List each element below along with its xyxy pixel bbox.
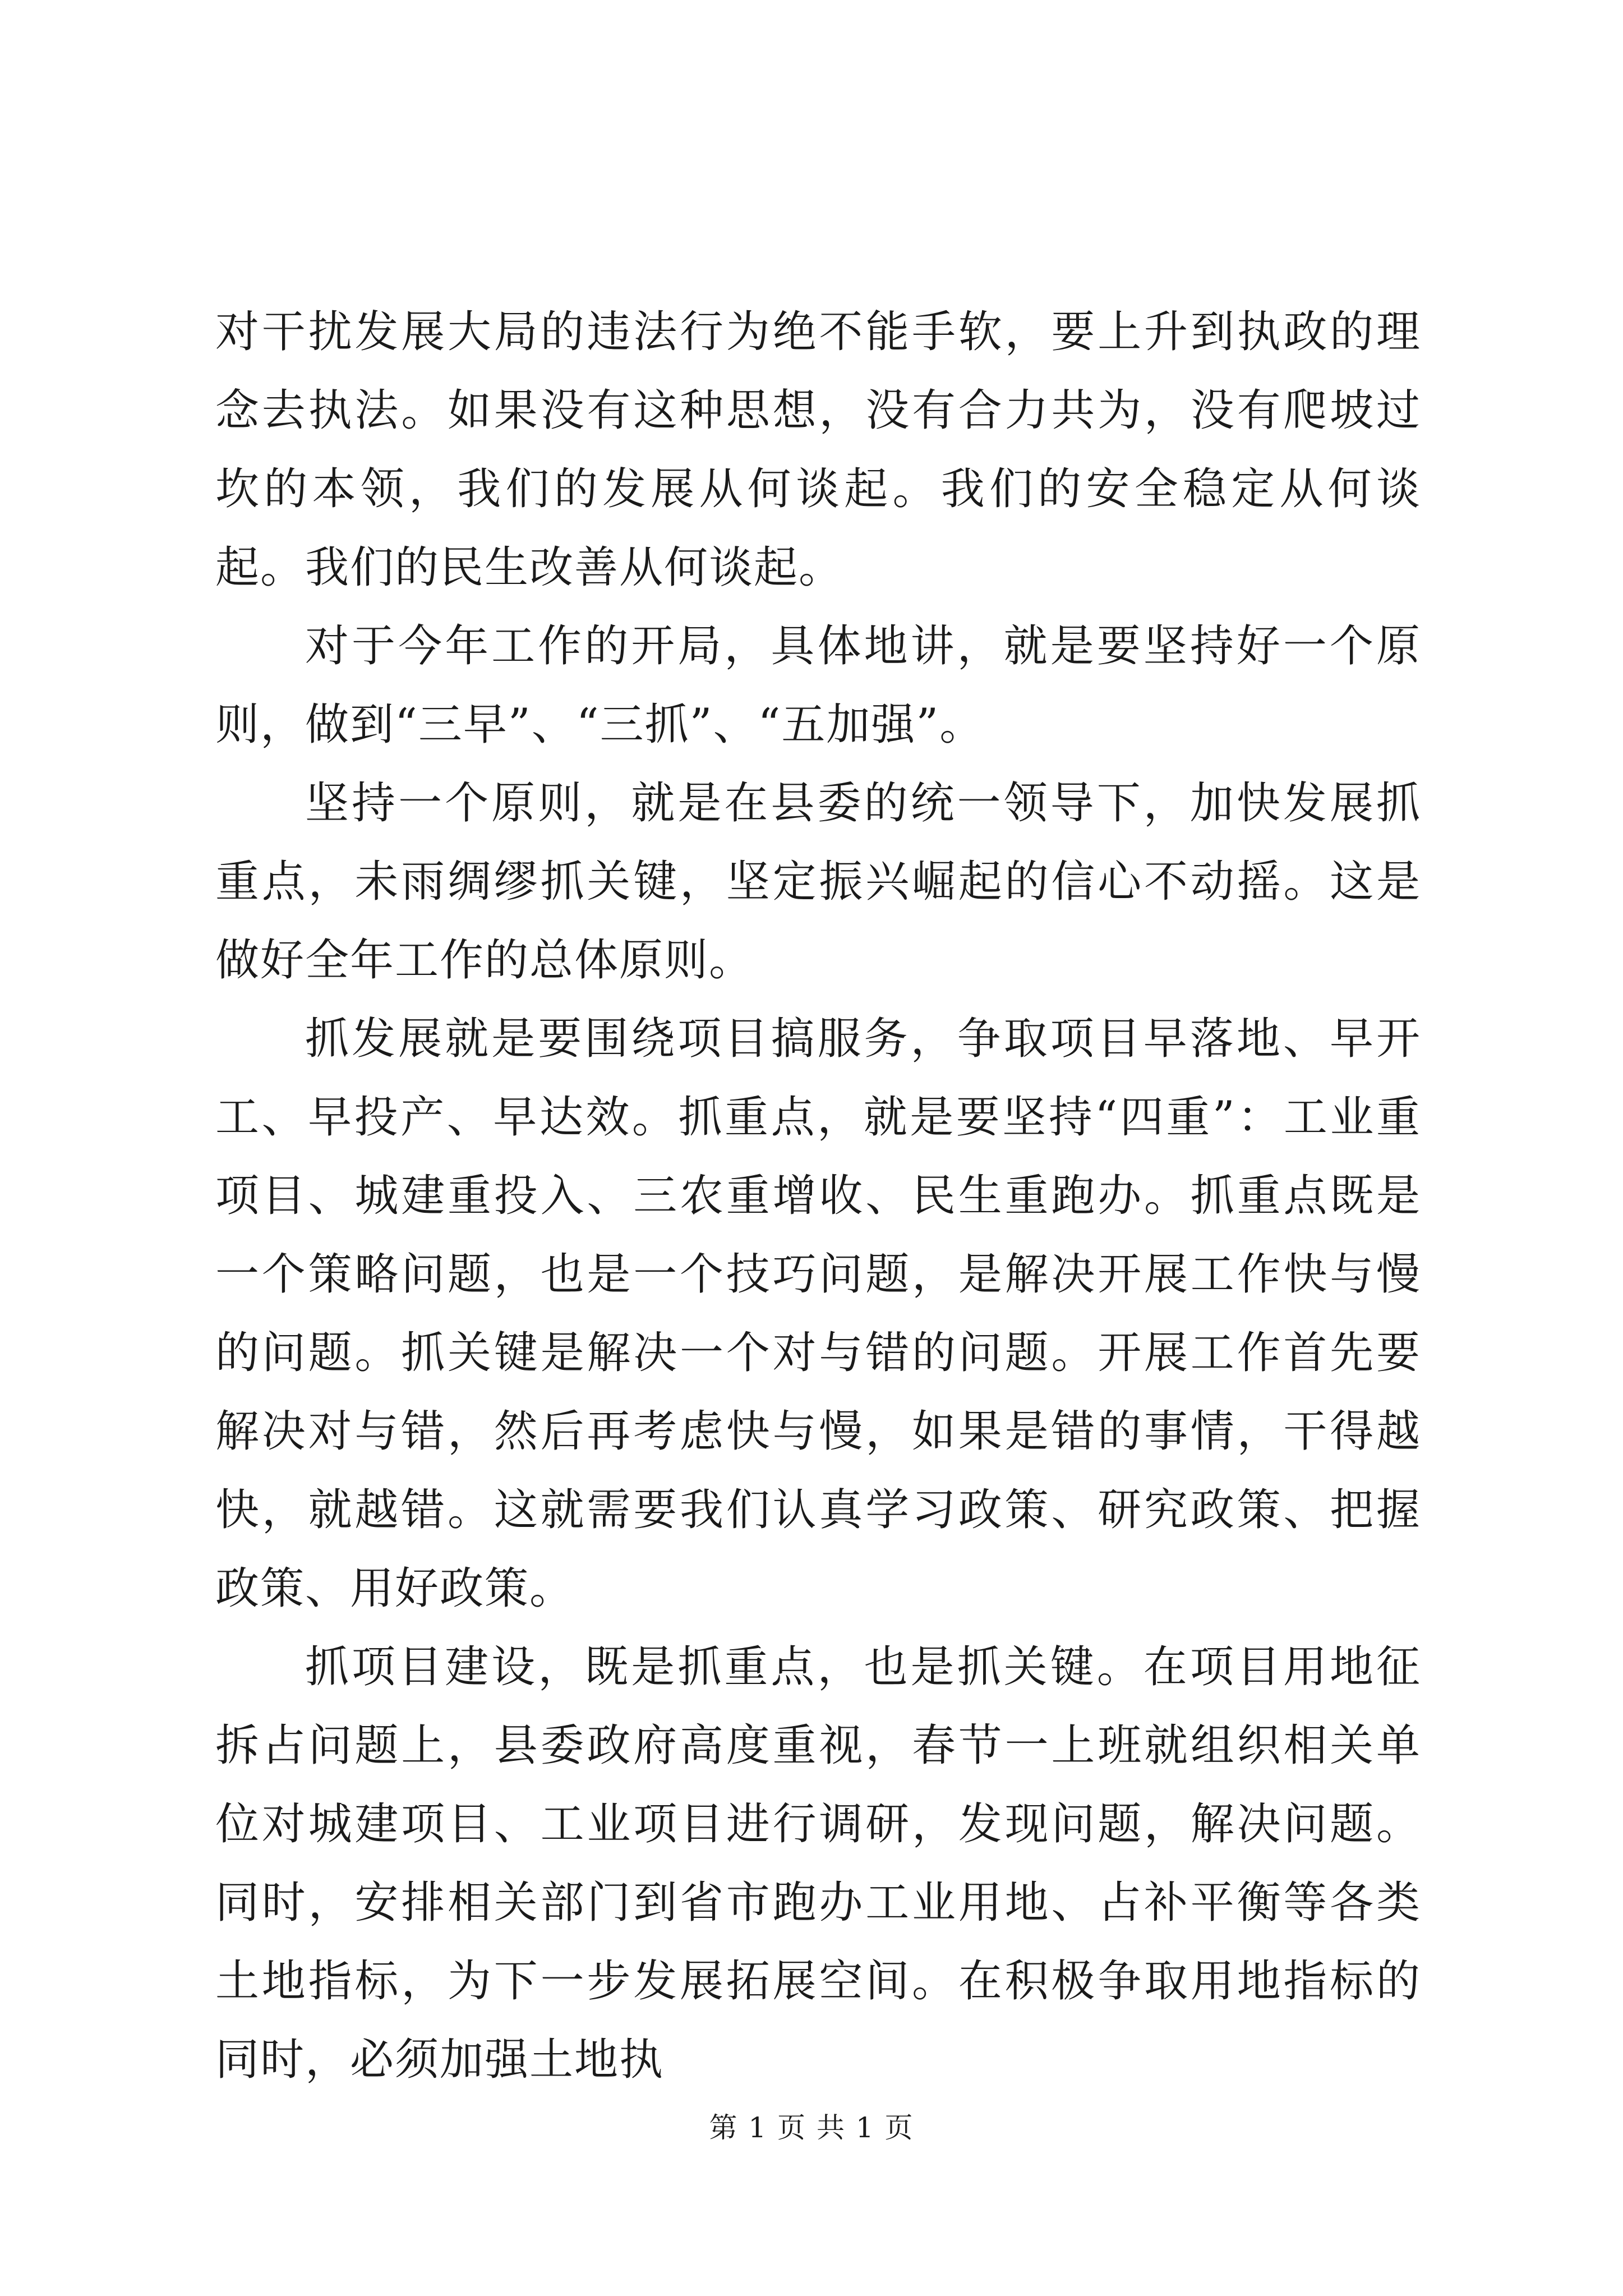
paragraph-1: 对干扰发展大局的违法行为绝不能手软，要上升到执政的理念去执法。如果没有这种思想，没有合力共为，没有爬坡过坎的本领，我们的发展从何谈起。我们的安全稳定从何谈起。我们的民生改善从何谈起。	[215, 307, 1421, 593]
document-body	[215, 293, 1421, 2099]
paragraph-2: 对于今年工作的开局，具体地讲，就是要坚持好一个原则，做到“三早”、“三抓”、“五加强”。	[215, 621, 1421, 750]
paragraph-3: 坚持一个原则，就是在县委的统一领导下，加快发展抓重点，未雨绸缪抓关键，坚定振兴崛起的信心不动摇。这是做好全年工作的总体原则。	[215, 778, 1421, 986]
page-footer: 第 1 页 共 1 页	[709, 2111, 914, 2144]
paragraph-5: 抓项目建设，既是抓重点，也是抓关键。在项目用地征拆占问题上，县委政府高度重视，春节一上班就组织相关单位对城建项目、工业项目进行调研，发现问题，解决问题。同时，安排相关部门到省市跑办工业用地、占补平衡等各类土地指标，为下一步发展拓展空间。在积极争取用地指标的同时，必须加强土地执	[215, 1642, 1421, 2085]
paragraph-4: 抓发展就是要围绕项目搞服务，争取项目早落地、早开工、早投产、早达效。抓重点，就是要坚持“四重”：工业重项目、城建重投入、三农重增收、民生重跑办。抓重点既是一个策略问题，也是一个技巧问题，是解决开展工作快与慢的问题。抓关键是解决一个对与错的问题。开展工作首先要解决对与错，然后再考虑快与慢，如果是错的事情，干得越快，就越错。这就需要我们认真学习政策、研究政策、把握政策、用好政策。	[215, 1014, 1421, 1614]
